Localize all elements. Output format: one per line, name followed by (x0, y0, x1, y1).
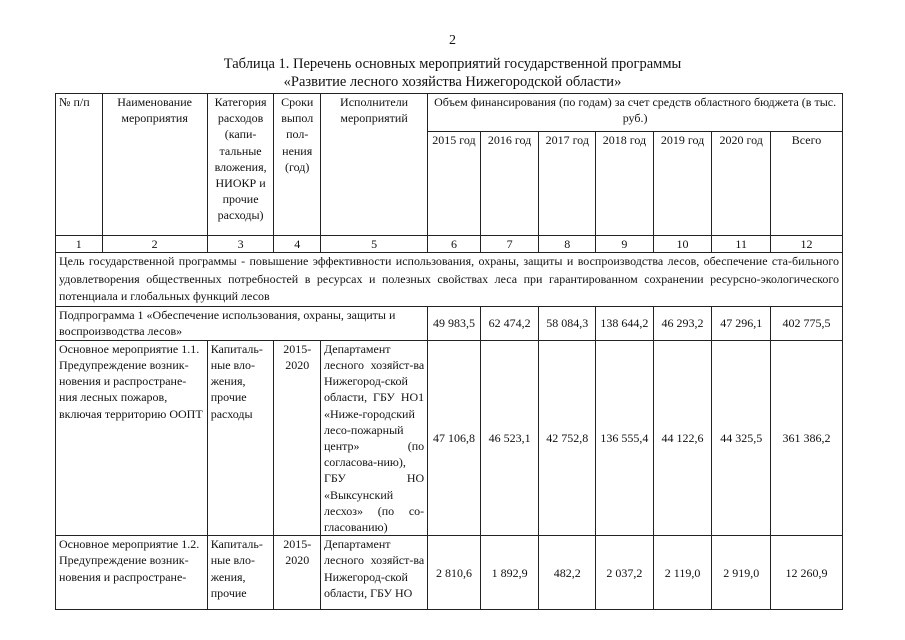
column-number: 12 (771, 236, 843, 253)
activity-value-2015: 47 106,8 (428, 340, 481, 535)
header-name: Наименование мероприятия (102, 94, 207, 236)
activity-executors: Департамент лесного хозяйст-ва Нижегород-ской области, ГБУ НО (320, 536, 427, 610)
activity-value-2016: 1 892,9 (480, 536, 539, 610)
subprogram-name: Подпрограмма 1 «Обеспечение использования, охраны, защиты и воспроизводства лесов» (56, 306, 428, 340)
column-number: 5 (320, 236, 427, 253)
subprogram-row (56, 306, 843, 340)
activity-value-2015: 2 810,6 (428, 536, 481, 610)
activity-value-2019: 2 119,0 (653, 536, 712, 610)
activity-name: Основное мероприятие 1.2. Предупреждение возник-новения и распростране- (56, 536, 208, 610)
activity-value-2016: 46 523,1 (480, 340, 539, 535)
activity-value-2020: 44 325,5 (712, 340, 771, 535)
column-number: 4 (274, 236, 321, 253)
column-number: 8 (539, 236, 596, 253)
header-number: № п/п (56, 94, 103, 236)
activity-value-2018: 136 555,4 (596, 340, 654, 535)
activity-total: 12 260,9 (771, 536, 843, 610)
subprogram-value-2017: 58 084,3 (539, 306, 596, 340)
goal-row (56, 253, 843, 307)
activity-total: 361 386,2 (771, 340, 843, 535)
subprogram-value-2016: 62 474,2 (480, 306, 539, 340)
activity-value-2020: 2 919,0 (712, 536, 771, 610)
subprogram-value-2019: 46 293,2 (653, 306, 712, 340)
activity-name: Основное мероприятие 1.1. Предупреждение возник-новения и распростране-ния лесных пожаров, включая территорию ООПТ (56, 340, 208, 535)
header-row-1 (56, 94, 843, 132)
header-executors: Исполнители мероприятий (320, 94, 427, 236)
activity-period: 2015-2020 (274, 340, 321, 535)
table-title-line-2: «Развитие лесного хозяйства Нижегородской области» (283, 74, 622, 90)
activity-value-2018: 2 037,2 (596, 536, 654, 610)
header-period: Сроки выпол пол-нения (год) (274, 94, 321, 236)
activity-value-2017: 42 752,8 (539, 340, 596, 535)
column-number: 3 (207, 236, 274, 253)
header-year-2019: 2019 год (653, 132, 712, 236)
subprogram-total: 402 775,5 (771, 306, 843, 340)
column-number-row (56, 236, 843, 253)
subprogram-value-2020: 47 296,1 (712, 306, 771, 340)
header-year-2016: 2016 год (480, 132, 539, 236)
column-number: 9 (596, 236, 654, 253)
page-number: 2 (449, 33, 456, 48)
table-title (0, 55, 905, 91)
program-goal: Цель государственной программы - повышение эффективности использования, охраны, защиты и воспроизводства лесов, обеспечение ста-бильного удовлетворения общественных потребностей в ресурсах и полезных свойствах леса при гарантированном сохранении ресурсно-экологического потенциала и глобальных функций лесов (56, 253, 843, 307)
column-number: 2 (102, 236, 207, 253)
column-number: 11 (712, 236, 771, 253)
header-year-2017: 2017 год (539, 132, 596, 236)
header-financing: Объем финансирования (по годам) за счет средств областного бюджета (в тыс. руб.) (428, 94, 843, 132)
activity-period: 2015-2020 (274, 536, 321, 610)
column-number: 1 (56, 236, 103, 253)
activity-category: Капиталь-ные вло-жения, прочие (207, 536, 274, 610)
table-title-line-1: Таблица 1. Перечень основных мероприятий государственной программы (223, 56, 682, 72)
header-total: Всего (771, 132, 843, 236)
table-row (56, 340, 843, 535)
program-table (55, 93, 843, 610)
activity-value-2019: 44 122,6 (653, 340, 712, 535)
column-number: 7 (480, 236, 539, 253)
column-number: 10 (653, 236, 712, 253)
activity-value-2017: 482,2 (539, 536, 596, 610)
activity-category: Капиталь-ные вло-жения, прочие расходы (207, 340, 274, 535)
header-year-2015: 2015 год (428, 132, 481, 236)
header-year-2018: 2018 год (596, 132, 654, 236)
header-category: Категория расходов (капи-тальные вложения, НИОКР и прочие расходы) (207, 94, 274, 236)
table-row (56, 536, 843, 610)
header-year-2020: 2020 год (712, 132, 771, 236)
subprogram-value-2018: 138 644,2 (596, 306, 654, 340)
subprogram-value-2015: 49 983,5 (428, 306, 481, 340)
activity-executors: Департамент лесного хозяйст-ва Нижегород-ской области, ГБУ НО1 «Ниже-городский лесо-пожарный центр» (по согласова-нию), ГБУ НО «Выксунский лесхоз» (по со-гласованию) (320, 340, 427, 535)
column-number: 6 (428, 236, 481, 253)
